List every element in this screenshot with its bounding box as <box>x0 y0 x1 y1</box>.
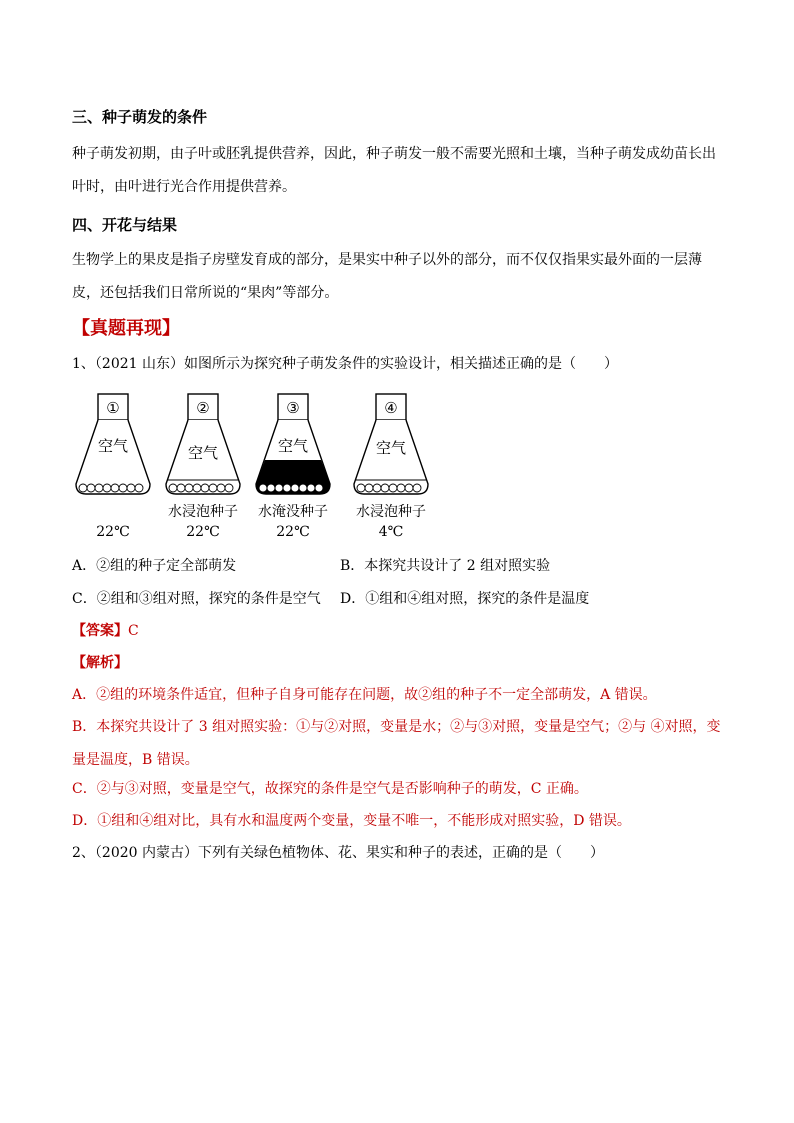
answer-line <box>72 615 722 648</box>
answer-label: 【答案】 <box>72 623 128 639</box>
section-3-title: 三、种子萌发的条件 <box>72 108 208 126</box>
option-a[interactable]: A．②组的种子定全部萌发 <box>72 558 237 574</box>
analysis-a: A．②组的环境条件适宜，但种子自身可能存在问题，故②组的种子不一定全部萌发，A 错误。 <box>72 687 657 703</box>
analysis-d: D．①组和④组对比，具有水和温度两个变量，变量不唯一，不能形成对照实验，D 错误。 <box>72 813 631 829</box>
flask-temperature: 22℃ <box>186 524 220 540</box>
section-4-title: 四、开花与结果 <box>72 216 178 234</box>
flask-number: ① <box>106 399 120 417</box>
analysis-label: 【解析】 <box>72 655 128 671</box>
flask-number: ② <box>196 399 210 417</box>
flask-2 <box>166 394 240 540</box>
flask-number: ④ <box>384 399 398 417</box>
flask-1 <box>76 394 150 540</box>
flask-air-label: 空气 <box>375 439 407 457</box>
analysis-c: C．②与③对照，变量是空气，故探究的条件是空气是否影响种子的萌发，C 正确。 <box>72 781 588 797</box>
option-b[interactable]: B．本探究共设计了 2 组对照实验 <box>340 558 551 574</box>
flask-3 <box>256 394 330 540</box>
flask-temperature: 22℃ <box>96 524 130 540</box>
flask-temperature: 4℃ <box>378 524 404 540</box>
answer-value: C <box>128 623 139 639</box>
flask-condition-label: 水浸泡种子 <box>168 504 238 520</box>
flask-condition-label: 水浸泡种子 <box>356 504 426 520</box>
analysis-b: B．本探究共设计了 3 组对照实验：①与②对照，变量是水；②与③对照，变量是空气；②与 ④对照，变量是温度，B 错误。 <box>72 719 721 768</box>
flask-condition-label: 水淹没种子 <box>258 504 328 520</box>
section-4-body: 生物学上的果皮是指子房壁发育成的部分，是果实中种子以外的部分，而不仅仅指果实最外面的一层薄皮，还包括我们日常所说的“果肉”等部分。 <box>72 252 702 301</box>
flask-air-label: 空气 <box>277 437 309 455</box>
flask-diagram <box>72 390 452 540</box>
past-exam-banner: 【真题再现】 <box>72 318 180 339</box>
option-d[interactable]: D．①组和④组对照，探究的条件是温度 <box>340 591 590 607</box>
flask-number: ③ <box>286 399 300 417</box>
flask-temperature: 22℃ <box>276 524 310 540</box>
question-1-stem: 1、（2021 山东）如图所示为探究种子萌发条件的实验设计，相关描述正确的是（ ） <box>72 356 618 372</box>
flask-air-label: 空气 <box>97 437 129 455</box>
question-2-stem: 2、（2020 内蒙古）下列有关绿色植物体、花、果实和种子的表述，正确的是（ ） <box>72 845 604 861</box>
flask-air-label: 空气 <box>187 444 219 462</box>
experiment-figure <box>72 390 452 540</box>
flask-4 <box>354 394 428 540</box>
option-c[interactable]: C．②组和③组对照，探究的条件是空气 <box>72 591 321 607</box>
section-3-body: 种子萌发初期，由子叶或胚乳提供营养，因此，种子萌发一般不需要光照和土壤，当种子萌发成幼苗长出叶时，由叶进行光合作用提供营养。 <box>72 146 716 195</box>
